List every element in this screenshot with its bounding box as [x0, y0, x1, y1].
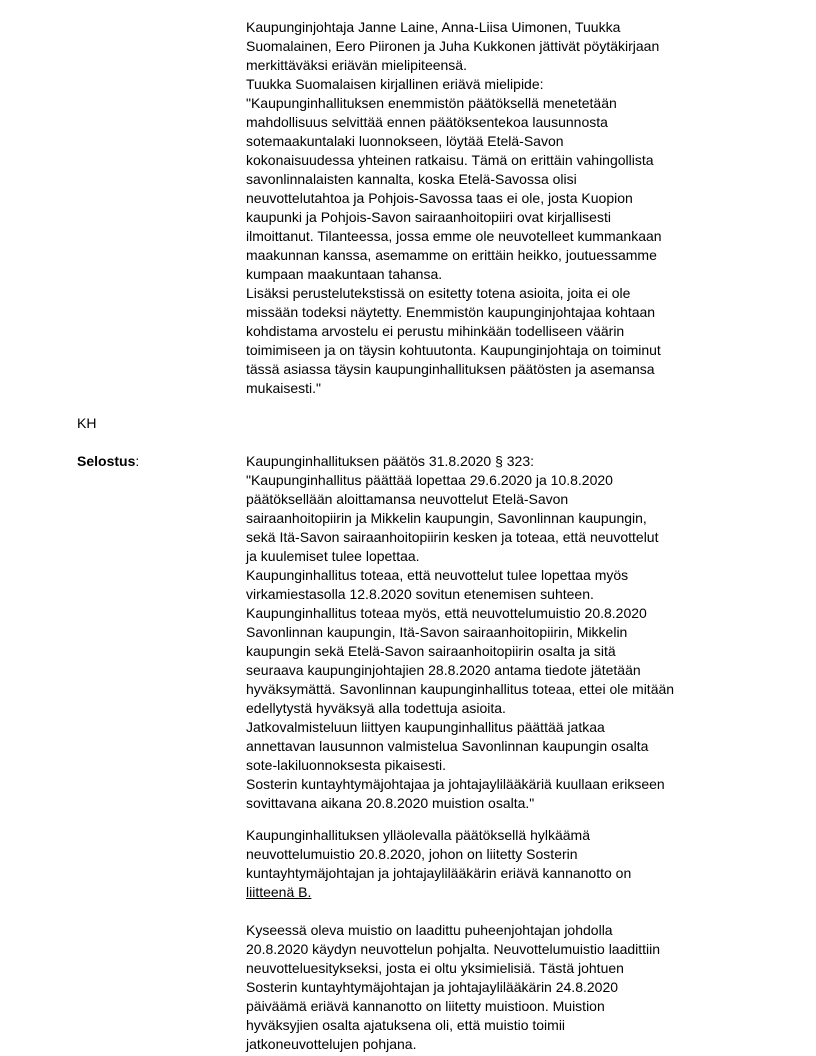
- text-line: päätöksellään aloittamansa neuvottelut Etelä-Savon: [246, 491, 569, 507]
- attachment-b-link[interactable]: liitteenä B.: [246, 884, 312, 900]
- text-line: missään todeksi näytetty. Enemmistön kaupunginjohtajaa kohtaan: [246, 304, 656, 320]
- text-line: tässä asiassa täysin kaupunginhallituksen päätösten ja asemansa: [246, 361, 655, 377]
- selostus-label-colon: :: [135, 453, 140, 469]
- text-line: [246, 883, 766, 902]
- kh-label: KH: [77, 415, 97, 431]
- text-line: kumpaan maakuntaan tahansa.: [246, 266, 443, 282]
- text-line: Kaupunginhallitus toteaa myös, että neuvottelumuistio 20.8.2020: [246, 605, 647, 621]
- text-line: ja kuulemiset tulee lopettaa.: [246, 548, 420, 564]
- text-line: hyväksymättä. Savonlinnan kaupunginhallitus toteaa, ettei ole mitään: [246, 681, 675, 697]
- text-line: Jatkovalmisteluun liittyen kaupunginhallitus päättää jatkaa: [246, 719, 605, 735]
- text-line: mahdollisuus selvittää ennen päätöksentekoa lausunnosta: [246, 114, 608, 130]
- text-line: päiväämä eriävä kannanotto on liitetty muistioon. Muistion: [246, 998, 605, 1014]
- text-line: sairaanhoitopiirin ja Mikkelin kaupungin, Savonlinnan kaupungin,: [246, 510, 647, 526]
- text-line: Lisäksi perustelutekstissä on esitetty totena asioita, joita ei ole: [246, 285, 631, 301]
- text-line: maakunnan kanssa, asemamme on erittäin heikko, joutuessamme: [246, 247, 657, 263]
- text-line: Kaupunginjohtaja Janne Laine, Anna-Liisa Uimonen, Tuukka: [246, 19, 621, 35]
- text-line: 20.8.2020 käydyn neuvottelun pohjalta. Neuvottelumuistio laadittiin: [246, 941, 661, 957]
- text-line: neuvotteluesitykseksi, josta ei oltu yksimielisiä. Tästä johtuen: [246, 960, 624, 976]
- text-line: sekä Itä-Savon sairaanhoitopiirin kesken ja toteaa, että neuvottelut: [246, 529, 659, 545]
- text-line: neuvottelutahtoa ja Pohjois-Savossa taas ei ole, josta Kuopion: [246, 190, 633, 206]
- text-line: jatkoneuvottelujen pohjana.: [246, 1036, 417, 1052]
- text-line: Savonlinnan kaupungin, Itä-Savon sairaanhoitopiirin, Mikkelin: [246, 624, 628, 640]
- text-line: Tuukka Suomalaisen kirjallinen eriävä mielipide:: [246, 76, 544, 92]
- text-line: sovittavana aikana 20.8.2020 muistion osalta.": [246, 795, 535, 811]
- text-line: ilmoittanut. Tilanteessa, jossa emme ole neuvotelleet kummankaan: [246, 228, 662, 244]
- text-line: Sosterin kuntayhtymäjohtajan ja johtajaylilääkärin 24.8.2020: [246, 979, 619, 995]
- text-line: Suomalainen, Eero Piironen ja Juha Kukkonen jättivät pöytäkirjaan: [246, 38, 660, 54]
- text-line: "Kaupunginhallitus päättää lopettaa 29.6.2020 ja 10.8.2020: [246, 472, 613, 488]
- text-line: sotemaakuntalaki luonnokseen, löytää Etelä-Savon: [246, 133, 564, 149]
- text-line: "Kaupunginhallituksen enemmistön päätöksellä menetetään: [246, 95, 617, 111]
- text-line: kohdistama arvostelu ei perustu mihinkään todelliseen väärin: [246, 323, 625, 339]
- text-line: Kaupunginhallituksen päätös 31.8.2020 § 323:: [246, 453, 535, 469]
- text-line: merkittäväksi eriävän mielipiteensä.: [246, 57, 467, 73]
- text-line: kuntayhtymäjohtajan ja johtajaylilääkärin eriävä kannanotto on: [246, 865, 632, 881]
- text-line: neuvottelumuistio 20.8.2020, johon on liitetty Sosterin: [246, 846, 578, 862]
- text-line: virkamiestasolla 12.8.2020 sovitun etenemisen suhteen.: [246, 586, 594, 602]
- text-line: edellytystä hyväksyä alla todettuja asioita.: [246, 700, 506, 716]
- selostus-label-text: Selostus: [77, 453, 136, 469]
- text-line: annettavan lausunnon valmistelua Savonlinnan kaupungin osalta: [246, 738, 649, 754]
- rejected-memo-paragraph: [246, 826, 766, 902]
- text-line: hyväksyjien osalta ajatuksena oli, että muistio toimii: [246, 1017, 566, 1033]
- text-line: kaupungin sekä Etelä-Savon sairaanhoitopiirin osalta ja sitä: [246, 643, 616, 659]
- decision-paragraph: [246, 452, 766, 813]
- text-line: toimimiseen ja on täysin kohtuutonta. Kaupunginjohtaja on toiminut: [246, 342, 661, 358]
- text-line: kaupunki ja Pohjois-Savon sairaanhoitopiiri ovat kirjallisesti: [246, 209, 611, 225]
- text-line: sote-lakiluonnoksesta pikaisesti.: [246, 757, 446, 773]
- text-line: Kaupunginhallituksen ylläolevalla päätöksellä hylkäämä: [246, 827, 590, 843]
- selostus-label: [77, 452, 139, 471]
- text-line: mukaisesti.": [246, 380, 321, 396]
- text-line: savonlinnalaisten kannalta, koska Etelä-Savossa olisi: [246, 171, 577, 187]
- text-line: seuraava kaupunginjohtajien 28.8.2020 antama tiedote jätetään: [246, 662, 641, 678]
- text-line: Kaupunginhallitus toteaa, että neuvottelut tulee lopettaa myös: [246, 567, 629, 583]
- text-line: kokonaisuudessa yhteinen ratkaisu. Tämä on erittäin vahingollista: [246, 152, 654, 168]
- memo-background-paragraph: [246, 921, 766, 1054]
- text-line: Kyseessä oleva muistio on laadittu puheenjohtajan johdolla: [246, 922, 613, 938]
- dissent-paragraph: [246, 18, 766, 398]
- text-line: Sosterin kuntayhtymäjohtajaa ja johtajaylilääkäriä kuullaan erikseen: [246, 776, 665, 792]
